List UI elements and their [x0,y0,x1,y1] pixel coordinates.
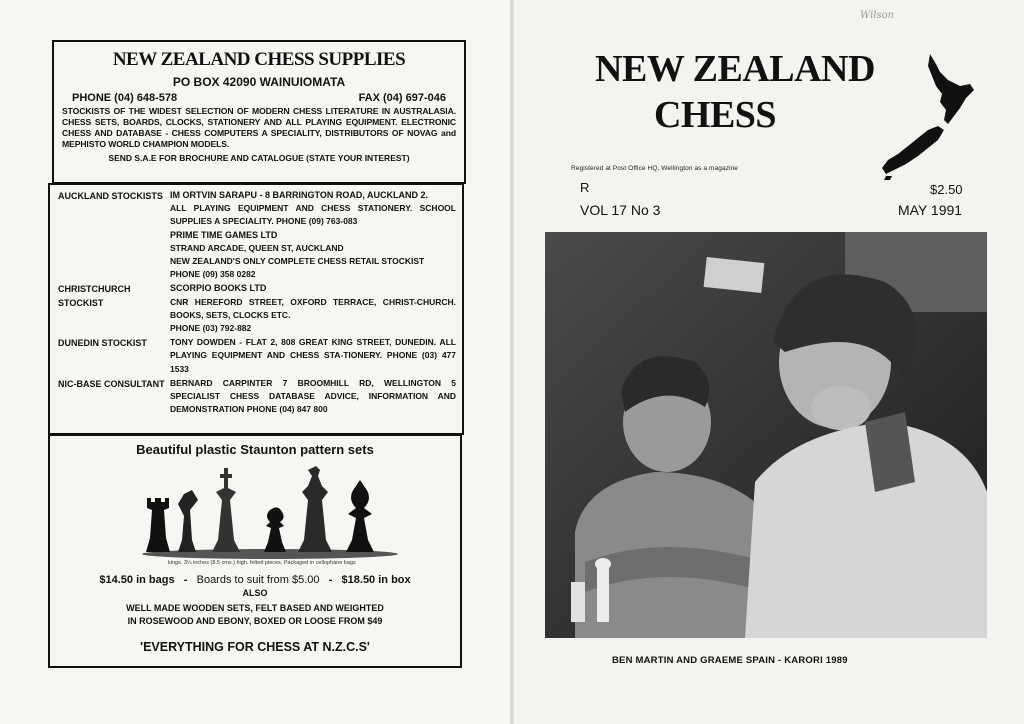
registration-note: Registered at Post Office HQ, Wellington as a magazine [571,165,739,172]
stockist-label: CHRISTCHURCH STOCKIST [58,284,131,309]
supplies-fax: FAX (04) 697-046 [358,92,446,104]
stockist-prime-address: STRAND ARCADE, QUEEN ST, AUCKLAND [170,242,344,253]
photo-caption: BEN MARTIN AND GRAEME SPAIN - KARORI 1989 [612,655,848,666]
handwritten-note: Wilson [860,10,895,21]
boards-price: Boards to suit from $5.00 [196,574,320,586]
chess-pieces-illustration [130,460,400,568]
stockist-label: DUNEDIN STOCKIST [58,338,147,349]
stockist-details: BERNARD CARPINTER 7 BROOMHILL RD, WELLINGTON 5 SPECIALIST CHESS DATABASE ADVICE, INFORMATION AND DEMONSTRATION PHONE (04) 847 800 [170,377,456,415]
stockist-prime-description: NEW ZEALAND'S ONLY COMPLETE CHESS RETAIL STOCKIST [170,256,425,267]
staunton-ad-box [48,434,462,668]
stockist-dunedin [58,336,456,376]
supplies-title: NEW ZEALAND CHESS SUPPLIES [112,49,406,70]
rook-icon [146,498,170,552]
pawn-icon [264,507,286,552]
volume-number: VOL 17 No 3 [580,202,661,218]
stockist-prime-name: PRIME TIME GAMES LTD [170,229,278,240]
supplies-sae-note: SEND S.A.E FOR BROCHURE AND CATALOGUE (STATE YOUR INTEREST) [108,153,410,163]
cover-photo-image [545,232,987,638]
queen-icon [298,466,332,552]
price-bags: $14.50 in bags [99,574,175,586]
price-separator: - [322,574,339,586]
staunton-slogan: 'EVERYTHING FOR CHESS AT N.Z.C.S' [140,640,370,654]
supplies-description: STOCKISTS OF THE WIDEST SELECTION OF MODERN CHESS LITERATURE IN AUSTRALASIA. CHESS SETS, BOARDS, CLOCKS, STATIONERY AND ALL PLAYING EQUIPMENT. ELECTRONIC CHESS AND DATABASE - CHESS COMPUTERS A SPECIALITY, DISTRIBUTORS OF NOVAG and MEPHISTO WORLD CHAMPION MODELS. [62,106,456,149]
stockist-details [170,189,456,281]
stockist-sarapu-name: IM ORTVIN SARAPU - 8 BARRINGTON ROAD, AUCKLAND 2. [170,190,429,200]
magazine-title-line-2: CHESS [653,94,777,136]
stockist-sarapu-detail: ALL PLAYING EQUIPMENT AND CHESS STATIONERY. SCHOOL SUPPLIES A SPECIALITY. PHONE (09) 763-083 [170,203,456,227]
stockist-scorpio-phone: PHONE (03) 792-882 [170,323,252,334]
staunton-price-row [50,574,460,586]
cover-photo [545,232,987,638]
stockist-auckland [58,189,456,281]
registered-mark: R [580,180,590,195]
new-zealand-map-icon [878,50,978,180]
stockist-scorpio-address: CNR HEREFORD STREET, OXFORD TERRACE, CHRIST-CHURCH. BOOKS, SETS, CLOCKS ETC. [170,296,456,320]
staunton-title: Beautiful plastic Staunton pattern sets [136,442,374,457]
stockist-scorpio-name: SCORPIO BOOKS LTD [170,283,267,294]
magazine-title [570,46,900,138]
stockist-details: TONY DOWDEN - FLAT 2, 808 GREAT KING STREET, DUNEDIN. ALL PLAYING EQUIPMENT AND CHESS STA-TIONERY. PHONE (03) 477 1533 [170,337,456,374]
supplies-ad-box [52,40,466,184]
bishop-icon [346,480,374,552]
stockist-nicbase [58,377,456,417]
stockist-label: NIC-BASE CONSULTANT [58,378,165,389]
cover-price: $2.50 [930,182,963,197]
stockists-box [48,183,464,435]
page-fold [510,0,514,724]
supplies-contact-row [62,92,456,104]
price-box: $18.50 in box [341,574,411,586]
supplies-phone: PHONE (04) 648-578 [72,92,178,104]
issue-date: MAY 1991 [898,202,963,218]
staunton-also: ALSO [242,588,268,598]
staunton-caption: kings. 3¼ inches (8.5 cms.) high. felted pieces. Packaged in cellophane bags [168,560,356,566]
wooden-sets-text [50,602,460,628]
magazine-title-line-1: NEW ZEALAND [595,48,875,90]
stockist-label: AUCKLAND STOCKISTS [58,191,163,201]
stockist-christchurch [58,282,456,335]
wooden-sets-line-1: WELL MADE WOODEN SETS, FELT BASED AND WEIGHTED [126,603,384,613]
king-icon [212,468,240,552]
stockist-details [170,282,456,335]
stockist-prime-phone: PHONE (09) 358 0282 [170,269,256,280]
wooden-sets-line-2: IN ROSEWOOD AND EBONY, BOXED OR LOOSE FROM $49 [127,616,383,626]
knight-icon [178,490,198,552]
price-separator: - [177,574,194,586]
supplies-po-box: PO BOX 42090 WAINUIOMATA [172,75,346,89]
